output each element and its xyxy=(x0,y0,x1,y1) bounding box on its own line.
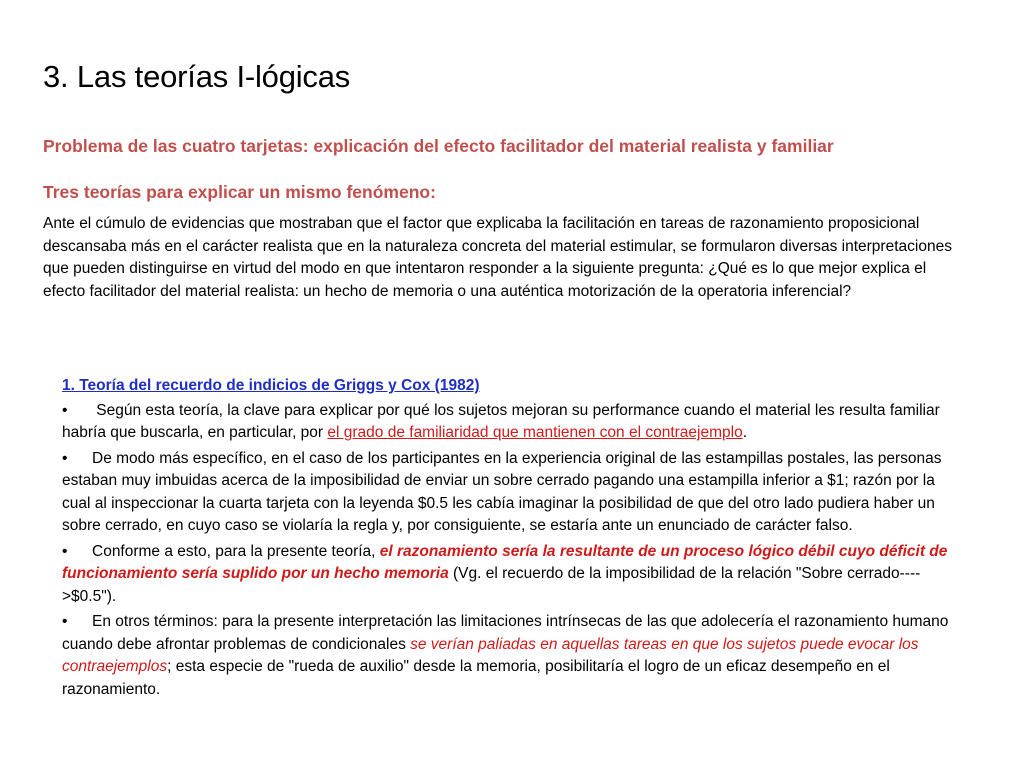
bullet-1-text-a: Según esta teoría, la clave para explicar por qué los sujetos mejoran su performance cuando el material les resulta familiar habría que buscarla, en particular, por xyxy=(62,401,940,441)
bullet-4-text-b: ; esta especie de "rueda de auxilio" desde la memoria, posibilitaría el logro de un eficaz desempeño en el razonamiento. xyxy=(62,658,890,698)
bullet-icon: • xyxy=(62,613,68,630)
bullet-3-text-b: (Vg. el recuerdo de la imposibilidad de la relación "Sobre cerrado---->$0.5"). xyxy=(62,565,921,605)
bullet-icon: • xyxy=(62,542,68,560)
bullet-1-highlight: el grado de familiaridad que mantienen con el contraejemplo xyxy=(327,424,743,441)
theory-section xyxy=(62,375,967,704)
bullet-icon: • xyxy=(62,401,68,419)
bullet-item-3 xyxy=(62,541,967,609)
subtitle-three-theories: Tres teorías para explicar un mismo fenómeno: xyxy=(43,182,436,202)
bullet-icon: • xyxy=(62,449,68,467)
bullet-item-2 xyxy=(62,448,967,538)
theory-heading-link[interactable]: 1. Teoría del recuerdo de indicios de Griggs y Cox (1982) xyxy=(62,377,480,394)
subtitle-problem: Problema de las cuatro tarjetas: explicación del efecto facilitador del material realista y familiar xyxy=(43,136,834,156)
bullet-item-1 xyxy=(62,400,967,445)
bullet-4-highlight: se verían paliadas en aquellas tareas en que los sujetos puede evocar los contraejemplos xyxy=(62,635,919,675)
bullet-2-text: De modo más específico, en el caso de los participantes en la experiencia original de las estampillas postales, las personas estaban muy imbuidas acerca de la imposibilidad de enviar un sobre cerrado pagando una estampilla inferior a $1; razón por la cual al inspeccionar la cuarta tarjeta con la leyenda $0.5 les cabía imaginar la posibilidad de que del otro lado pudiera haber un sobre cerrado, en cuyo caso se violaría la regla y, por consiguiente, se estaría ante un enunciado de carácter falso. xyxy=(62,449,942,534)
bullet-1-text-b: . xyxy=(742,424,748,441)
bullet-3-highlight: el razonamiento sería la resultante de un proceso lógico débil cuyo déficit de funcionamiento sería suplido por un hecho memoria xyxy=(62,542,948,582)
bullet-4-text-a: En otros términos: para la presente interpretación las limitaciones intrínsecas de las que adolecería el razonamiento humano cuando debe afrontar problemas de condicionales xyxy=(62,613,949,653)
intro-paragraph: Ante el cúmulo de evidencias que mostraban que el factor que explicaba la facilitación en tareas de razonamiento proposicional descansaba más en el carácter realista que en la naturaleza concreta del material estimular, se formularon diversas interpretaciones que pueden distinguirse en virtud del modo en que intentaron responder a la siguiente pregunta: ¿Qué es lo que mejor explica el efecto facilitador del material realista: un hecho de memoria o una auténtica motorización de la operatoria inferencial? xyxy=(43,215,952,300)
slide-title: 3. Las teorías I-lógicas xyxy=(43,59,351,94)
bullet-item-4 xyxy=(62,611,967,701)
bullet-3-text-a: Conforme a esto, para la presente teoría, xyxy=(92,542,380,560)
